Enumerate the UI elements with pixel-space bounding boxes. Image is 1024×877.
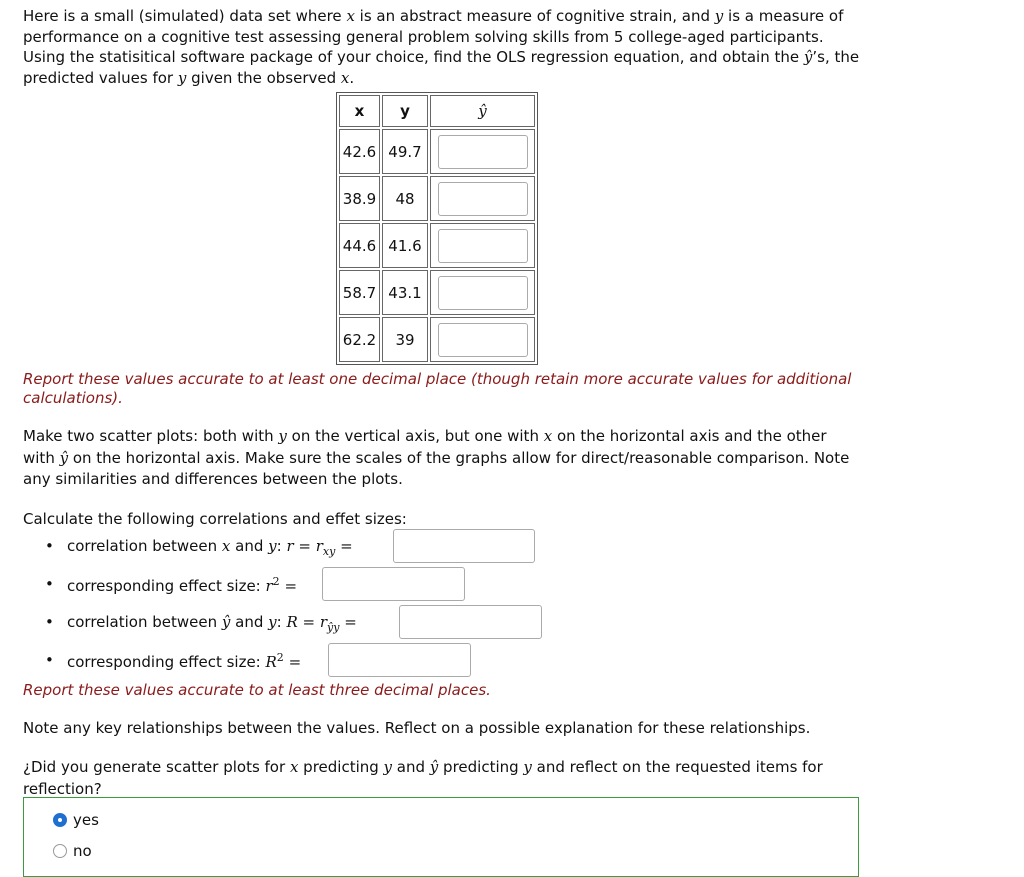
- r-squared-input[interactable]: [322, 567, 465, 601]
- header-x: x: [339, 95, 380, 127]
- cell-yhat: [430, 223, 535, 268]
- radio-unselected-icon[interactable]: [53, 844, 67, 858]
- cell-y: 48: [382, 176, 428, 221]
- table-row: [339, 270, 535, 315]
- r-yhat-y-input[interactable]: [399, 605, 542, 639]
- problem-intro: Here is a small (simulated) data set where x is an abstract measure of cognitive strain, and y is a measure of performance on a cognitive test assessing general problem solving skills from 5 college-aged participants. Using the statisitical software package of your choice, find the OLS regression equation, and obtain the ŷ’s, the predicted values for y given the observed x.: [23, 7, 860, 87]
- cell-yhat: [430, 317, 535, 362]
- R-squared-input[interactable]: [328, 643, 471, 677]
- cell-y: 49.7: [382, 129, 428, 174]
- radio-option-no[interactable]: [53, 842, 92, 860]
- data-table: [336, 92, 538, 365]
- yhat-input-5[interactable]: [438, 323, 528, 357]
- cell-x: 44.6: [339, 223, 380, 268]
- table-row: [339, 223, 535, 268]
- cell-yhat: [430, 129, 535, 174]
- r-xy-input[interactable]: [393, 529, 535, 563]
- radio-option-yes[interactable]: [53, 811, 99, 829]
- yhat-input-3[interactable]: [438, 229, 528, 263]
- yhat-input-4[interactable]: [438, 276, 528, 310]
- answer-radio-group: [23, 797, 859, 877]
- table-header-row: [339, 95, 535, 127]
- table-row: [339, 176, 535, 221]
- reflection-note: Note any key relationships between the values. Reflect on a possible explanation for these relationships.: [23, 719, 811, 737]
- scatter-instructions: Make two scatter plots: both with y on the vertical axis, but one with x on the horizontal axis and the other with ŷ on the horizontal axis. Make sure the scales of the graphs allow for direct/reasonable comparison. Note any similarities and differences between the plots.: [23, 427, 850, 488]
- cell-y: 41.6: [382, 223, 428, 268]
- header-yhat: ŷ: [430, 95, 535, 127]
- precision-note-three-decimals: Report these values accurate to at least three decimal places.: [23, 681, 491, 699]
- precision-note-one-decimal: Report these values accurate to at least one decimal place (though retain more accurate values for additional calculations).: [23, 370, 852, 407]
- table-row: [339, 129, 535, 174]
- yhat-input-1[interactable]: [438, 135, 528, 169]
- cell-y: 39: [382, 317, 428, 362]
- cell-y: 43.1: [382, 270, 428, 315]
- table-row: [339, 317, 535, 362]
- cell-yhat: [430, 176, 535, 221]
- header-y: y: [382, 95, 428, 127]
- cell-x: 38.9: [339, 176, 380, 221]
- radio-label-yes: yes: [73, 811, 99, 829]
- cell-x: 42.6: [339, 129, 380, 174]
- radio-label-no: no: [73, 842, 92, 860]
- cell-yhat: [430, 270, 535, 315]
- confirmation-question: ¿Did you generate scatter plots for x predicting y and ŷ predicting y and reflect on the requested items for reflection?: [23, 758, 823, 798]
- radio-selected-icon[interactable]: [53, 813, 67, 827]
- calc-heading: Calculate the following correlations and effet sizes:: [23, 510, 407, 528]
- cell-x: 62.2: [339, 317, 380, 362]
- cell-x: 58.7: [339, 270, 380, 315]
- yhat-input-2[interactable]: [438, 182, 528, 216]
